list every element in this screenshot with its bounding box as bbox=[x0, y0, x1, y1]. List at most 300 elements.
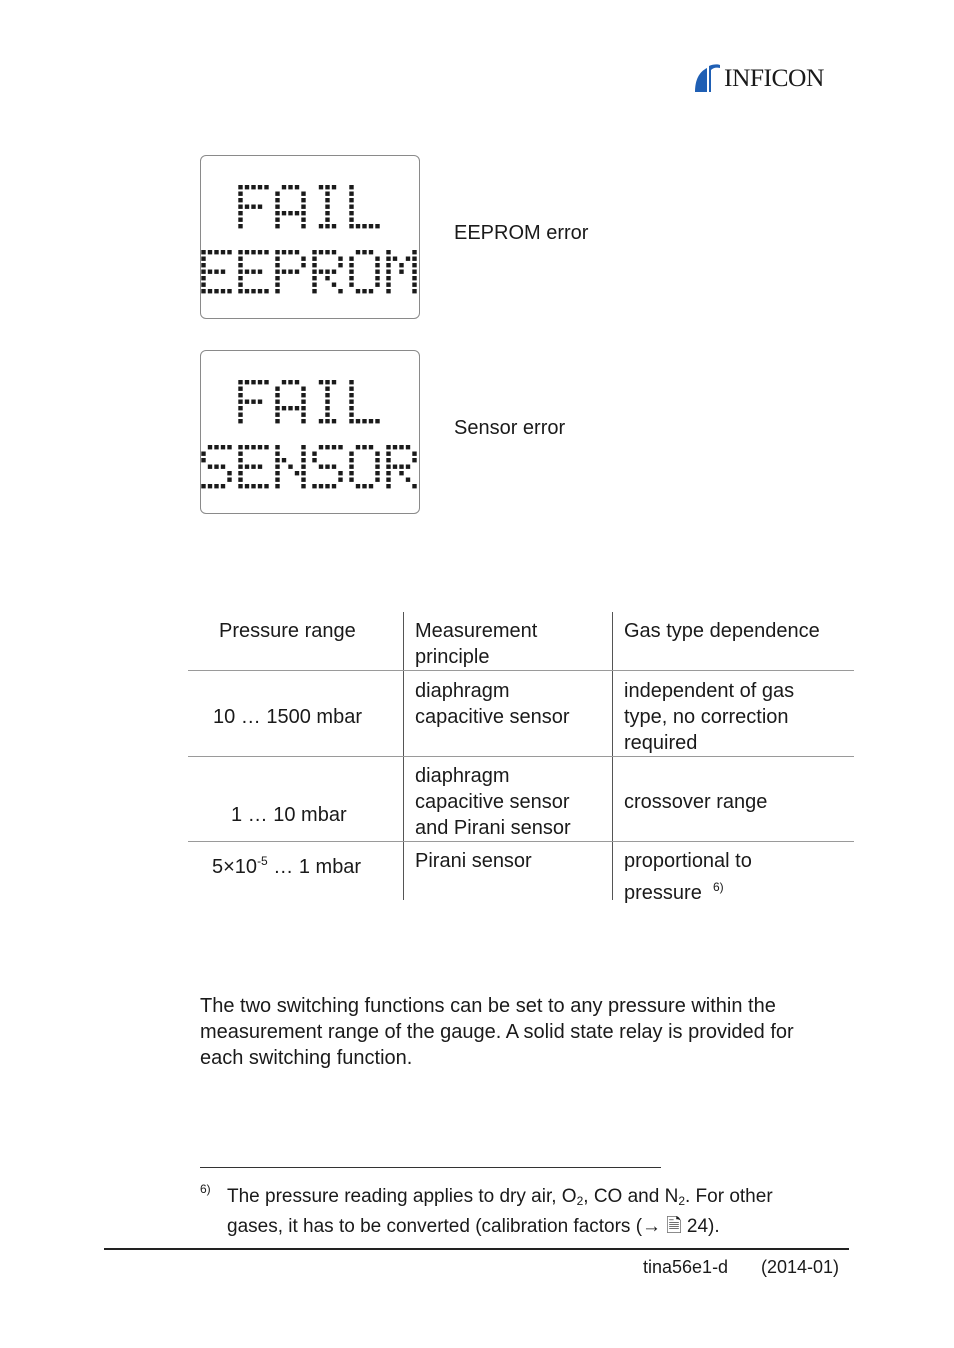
lcd-pixel bbox=[282, 380, 286, 384]
lcd-pixel bbox=[349, 380, 353, 384]
lcd-pixel bbox=[208, 270, 212, 274]
lcd-pixel bbox=[245, 445, 249, 449]
footnote-text: The pressure reading applies to dry air, O2, CO and N2. For other gases, it has to be converted (calibration factors (→ 🗎 24). bbox=[227, 1186, 773, 1237]
lcd-pixel bbox=[362, 289, 366, 293]
lcd-pixel bbox=[332, 185, 336, 189]
lcd-pixel bbox=[356, 224, 360, 228]
lcd-pixel bbox=[301, 198, 305, 202]
row1-principle-2: capacitive sensor bbox=[415, 706, 570, 728]
lcd-pixel bbox=[238, 211, 242, 215]
lcd-pixel bbox=[386, 478, 390, 482]
row3-principle-1: Pirani sensor bbox=[415, 850, 532, 872]
lcd-pixel bbox=[386, 445, 390, 449]
lcd-pixel bbox=[227, 471, 231, 475]
lcd-pixel bbox=[325, 387, 329, 391]
lcd-pixel bbox=[349, 185, 353, 189]
lcd-pixel bbox=[338, 471, 342, 475]
lcd-pixel bbox=[319, 270, 323, 274]
lcd-pixel bbox=[275, 465, 279, 469]
lcd-pixel bbox=[295, 270, 299, 274]
lcd-pixel bbox=[275, 283, 279, 287]
lcd-pixel bbox=[238, 400, 242, 404]
lcd-pixel bbox=[214, 250, 218, 254]
lcd-pixel bbox=[221, 250, 225, 254]
lcd-pixel bbox=[375, 452, 379, 456]
lcd-display-sensor bbox=[200, 350, 420, 514]
lcd-pixel bbox=[386, 263, 390, 267]
lcd-pixel bbox=[227, 289, 231, 293]
lcd-pixel bbox=[275, 471, 279, 475]
row1-principle-1: diaphragm bbox=[415, 680, 510, 702]
lcd-pixel bbox=[238, 198, 242, 202]
lcd-pixel bbox=[238, 465, 242, 469]
lcd-pixel bbox=[386, 257, 390, 261]
lcd-pixel bbox=[275, 276, 279, 280]
lcd-pixel bbox=[319, 224, 323, 228]
lcd-pixel bbox=[325, 205, 329, 209]
lcd-dot-matrix bbox=[201, 156, 419, 318]
lcd-pixel bbox=[301, 387, 305, 391]
lcd-pixel bbox=[312, 276, 316, 280]
lcd-pixel bbox=[399, 270, 403, 274]
lcd-pixel bbox=[214, 445, 218, 449]
lcd-pixel bbox=[375, 283, 379, 287]
lcd-pixel bbox=[386, 452, 390, 456]
lcd-pixel bbox=[238, 250, 242, 254]
lcd-pixel bbox=[208, 250, 212, 254]
lcd-pixel bbox=[349, 192, 353, 196]
lcd-pixel bbox=[201, 263, 205, 267]
footnote-ref: 6) bbox=[712, 880, 724, 894]
lcd-pixel bbox=[227, 478, 231, 482]
header-principle: principle bbox=[415, 646, 490, 668]
lcd-pixel bbox=[325, 192, 329, 196]
lcd-pixel bbox=[301, 406, 305, 410]
row2-range: 1 … 10 mbar bbox=[231, 804, 347, 826]
lcd-pixel bbox=[251, 250, 255, 254]
lcd-pixel bbox=[238, 471, 242, 475]
lcd-pixel bbox=[282, 211, 286, 215]
lcd-pixel bbox=[301, 413, 305, 417]
lcd-pixel bbox=[288, 211, 292, 215]
lcd-pixel bbox=[221, 465, 225, 469]
lcd-pixel bbox=[238, 192, 242, 196]
lcd-pixel bbox=[258, 250, 262, 254]
lcd-pixel bbox=[208, 445, 212, 449]
lcd-pixel bbox=[325, 445, 329, 449]
inficon-logo-text: INFICON bbox=[724, 65, 824, 92]
lcd-pixel bbox=[275, 458, 279, 462]
header-gas-type: Gas type dependence bbox=[624, 620, 820, 642]
lcd-pixel bbox=[301, 471, 305, 475]
lcd-pixel bbox=[201, 270, 205, 274]
row3-range: $5\times 10^{-5}$ … 1 mbar bbox=[212, 854, 362, 878]
lcd-pixel bbox=[369, 419, 373, 423]
lcd-pixel bbox=[295, 380, 299, 384]
lcd-pixel bbox=[375, 478, 379, 482]
lcd-pixel bbox=[214, 465, 218, 469]
row2-principle-3: and Pirani sensor bbox=[415, 817, 571, 839]
eeprom-error-label: EEPROM error bbox=[454, 222, 589, 244]
lcd-pixel bbox=[201, 283, 205, 287]
lcd-pixel bbox=[375, 458, 379, 462]
lcd-pixel bbox=[251, 400, 255, 404]
lcd-pixel bbox=[301, 205, 305, 209]
lcd-pixel bbox=[386, 465, 390, 469]
lcd-pixel bbox=[312, 458, 316, 462]
footer-divider bbox=[104, 1248, 849, 1250]
lcd-pixel bbox=[275, 218, 279, 222]
lcd-pixel bbox=[332, 283, 336, 287]
footnote-mark: 6) bbox=[200, 1182, 211, 1196]
lcd-pixel bbox=[275, 484, 279, 488]
lcd-pixel bbox=[282, 406, 286, 410]
lcd-pixel bbox=[264, 484, 268, 488]
lcd-pixel bbox=[375, 276, 379, 280]
lcd-pixel bbox=[325, 211, 329, 215]
row1-gas-3: required bbox=[624, 732, 698, 754]
lcd-pixel bbox=[312, 250, 316, 254]
lcd-pixel bbox=[275, 198, 279, 202]
lcd-pixel bbox=[201, 257, 205, 261]
lcd-pixel bbox=[264, 380, 268, 384]
lcd-pixel bbox=[221, 445, 225, 449]
arrow-icon: → bbox=[642, 1216, 662, 1237]
lcd-pixel bbox=[319, 250, 323, 254]
lcd-pixel bbox=[412, 289, 416, 293]
lcd-pixel bbox=[245, 465, 249, 469]
lcd-pixel bbox=[251, 185, 255, 189]
lcd-pixel bbox=[325, 413, 329, 417]
lcd-pixel bbox=[349, 270, 353, 274]
lcd-pixel bbox=[325, 419, 329, 423]
lcd-pixel bbox=[369, 224, 373, 228]
lcd-pixel bbox=[406, 478, 410, 482]
lcd-pixel bbox=[369, 289, 373, 293]
lcd-pixel bbox=[258, 270, 262, 274]
lcd-pixel bbox=[362, 484, 366, 488]
lcd-pixel bbox=[369, 484, 373, 488]
row3-gas-1: proportional to bbox=[624, 850, 752, 872]
lcd-pixel bbox=[349, 205, 353, 209]
lcd-pixel bbox=[375, 465, 379, 469]
inficon-logo-mark-icon bbox=[693, 62, 721, 96]
row-divider bbox=[188, 756, 854, 757]
lcd-pixel bbox=[325, 400, 329, 404]
lcd-pixel bbox=[245, 400, 249, 404]
lcd-pixel bbox=[349, 478, 353, 482]
row1-range: 10 … 1500 mbar bbox=[213, 706, 362, 728]
lcd-pixel bbox=[301, 478, 305, 482]
lcd-pixel bbox=[238, 458, 242, 462]
lcd-pixel bbox=[214, 289, 218, 293]
lcd-pixel bbox=[399, 445, 403, 449]
lcd-pixel bbox=[312, 270, 316, 274]
lcd-pixel bbox=[312, 484, 316, 488]
lcd-pixel bbox=[332, 224, 336, 228]
footer-doc-id: tina56e1-d bbox=[643, 1257, 729, 1277]
lcd-pixel bbox=[386, 270, 390, 274]
lcd-pixel bbox=[275, 452, 279, 456]
lcd-pixel bbox=[349, 263, 353, 267]
lcd-pixel bbox=[238, 387, 242, 391]
lcd-pixel bbox=[349, 224, 353, 228]
switching-functions-paragraph: The two switching functions can be set to any pressure within the measurement range of the gauge. A solid state relay is provided for each switching function. bbox=[200, 995, 794, 1069]
lcd-pixel bbox=[258, 484, 262, 488]
lcd-pixel bbox=[288, 250, 292, 254]
lcd-pixel bbox=[325, 185, 329, 189]
lcd-pixel bbox=[301, 393, 305, 397]
lcd-pixel bbox=[319, 465, 323, 469]
lcd-pixel bbox=[288, 406, 292, 410]
lcd-pixel bbox=[238, 406, 242, 410]
lcd-pixel bbox=[393, 465, 397, 469]
lcd-pixel bbox=[201, 484, 205, 488]
lcd-pixel bbox=[399, 465, 403, 469]
lcd-pixel bbox=[301, 192, 305, 196]
lcd-pixel bbox=[301, 458, 305, 462]
lcd-pixel bbox=[332, 445, 336, 449]
lcd-pixel bbox=[238, 452, 242, 456]
lcd-pixel bbox=[258, 205, 262, 209]
lcd-pixel bbox=[325, 393, 329, 397]
inficon-logo bbox=[693, 62, 822, 96]
footnote-divider bbox=[200, 1167, 661, 1168]
lcd-pixel bbox=[356, 484, 360, 488]
lcd-pixel bbox=[338, 257, 342, 261]
lcd-pixel bbox=[325, 218, 329, 222]
lcd-pixel bbox=[312, 263, 316, 267]
lcd-pixel bbox=[338, 478, 342, 482]
lcd-pixel bbox=[375, 224, 379, 228]
row1-gas-2: type, no correction bbox=[624, 706, 789, 728]
row-divider bbox=[188, 841, 854, 842]
lcd-pixel bbox=[208, 465, 212, 469]
lcd-pixel bbox=[349, 198, 353, 202]
lcd-pixel bbox=[325, 465, 329, 469]
lcd-pixel bbox=[312, 452, 316, 456]
lcd-pixel bbox=[386, 289, 390, 293]
lcd-pixel bbox=[325, 270, 329, 274]
lcd-pixel bbox=[275, 400, 279, 404]
lcd-pixel bbox=[332, 380, 336, 384]
lcd-pixel bbox=[258, 185, 262, 189]
lcd-pixel bbox=[251, 289, 255, 293]
row2-principle-1: diaphragm bbox=[415, 765, 510, 787]
lcd-pixel bbox=[325, 380, 329, 384]
lcd-pixel bbox=[245, 484, 249, 488]
row3-gas-2: pressure $^{6)}$ bbox=[624, 880, 724, 904]
lcd-pixel bbox=[362, 250, 366, 254]
lcd-pixel bbox=[282, 185, 286, 189]
lcd-pixel bbox=[288, 185, 292, 189]
lcd-pixel bbox=[406, 445, 410, 449]
lcd-pixel bbox=[338, 445, 342, 449]
lcd-pixel bbox=[275, 270, 279, 274]
lcd-pixel bbox=[264, 289, 268, 293]
lcd-pixel bbox=[221, 484, 225, 488]
lcd-pixel bbox=[221, 270, 225, 274]
lcd-pixel bbox=[275, 289, 279, 293]
lcd-pixel bbox=[393, 257, 397, 261]
lcd-pixel bbox=[412, 484, 416, 488]
lcd-pixel bbox=[238, 224, 242, 228]
page-icon: 🗎 bbox=[666, 1216, 682, 1237]
lcd-pixel bbox=[349, 452, 353, 456]
lcd-pixel bbox=[238, 413, 242, 417]
lcd-pixel bbox=[338, 263, 342, 267]
lcd-pixel bbox=[282, 270, 286, 274]
lcd-display-eeprom bbox=[200, 155, 420, 319]
lcd-pixel bbox=[258, 465, 262, 469]
lcd-pixel bbox=[393, 445, 397, 449]
lcd-pixel bbox=[356, 289, 360, 293]
lcd-pixel bbox=[375, 257, 379, 261]
lcd-pixel bbox=[264, 185, 268, 189]
lcd-pixel bbox=[275, 211, 279, 215]
lcd-pixel bbox=[301, 224, 305, 228]
lcd-pixel bbox=[386, 276, 390, 280]
lcd-pixel bbox=[245, 380, 249, 384]
lcd-pixel bbox=[238, 270, 242, 274]
lcd-pixel bbox=[238, 484, 242, 488]
lcd-pixel bbox=[238, 205, 242, 209]
lcd-pixel bbox=[275, 192, 279, 196]
lcd-pixel bbox=[295, 185, 299, 189]
lcd-pixel bbox=[412, 458, 416, 462]
lcd-pixel bbox=[412, 283, 416, 287]
lcd-pixel bbox=[362, 445, 366, 449]
lcd-pixel bbox=[275, 393, 279, 397]
lcd-pixel bbox=[238, 263, 242, 267]
lcd-pixel bbox=[362, 224, 366, 228]
lcd-pixel bbox=[201, 289, 205, 293]
lcd-pixel bbox=[412, 270, 416, 274]
lcd-pixel bbox=[301, 257, 305, 261]
lcd-pixel bbox=[295, 211, 299, 215]
lcd-pixel bbox=[301, 445, 305, 449]
lcd-pixel bbox=[375, 263, 379, 267]
lcd-pixel bbox=[238, 393, 242, 397]
lcd-pixel bbox=[349, 218, 353, 222]
lcd-pixel bbox=[399, 263, 403, 267]
lcd-pixel bbox=[412, 276, 416, 280]
lcd-pixel bbox=[288, 380, 292, 384]
lcd-pixel bbox=[227, 250, 231, 254]
lcd-pixel bbox=[349, 413, 353, 417]
lcd-pixel bbox=[275, 257, 279, 261]
lcd-pixel bbox=[386, 250, 390, 254]
lcd-pixel bbox=[338, 289, 342, 293]
lcd-pixel bbox=[301, 452, 305, 456]
lcd-pixel bbox=[386, 471, 390, 475]
lcd-pixel bbox=[406, 257, 410, 261]
lcd-pixel bbox=[319, 445, 323, 449]
lcd-pixel bbox=[312, 257, 316, 261]
sensor-error-label: Sensor error bbox=[454, 417, 566, 439]
lcd-pixel bbox=[251, 465, 255, 469]
lcd-pixel bbox=[238, 185, 242, 189]
lcd-pixel bbox=[275, 419, 279, 423]
lcd-pixel bbox=[349, 458, 353, 462]
lcd-pixel bbox=[275, 224, 279, 228]
lcd-pixel bbox=[412, 263, 416, 267]
lcd-pixel bbox=[412, 250, 416, 254]
lcd-pixel bbox=[349, 283, 353, 287]
lcd-pixel bbox=[238, 218, 242, 222]
lcd-pixel bbox=[201, 452, 205, 456]
lcd-pixel bbox=[238, 419, 242, 423]
lcd-pixel bbox=[201, 458, 205, 462]
lcd-pixel bbox=[208, 289, 212, 293]
lcd-pixel bbox=[349, 257, 353, 261]
lcd-pixel bbox=[208, 484, 212, 488]
lcd-pixel bbox=[275, 406, 279, 410]
lcd-pixel bbox=[349, 387, 353, 391]
lcd-pixel bbox=[412, 452, 416, 456]
lcd-pixel bbox=[251, 270, 255, 274]
lcd-pixel bbox=[332, 419, 336, 423]
lcd-pixel bbox=[375, 419, 379, 423]
lcd-pixel bbox=[258, 445, 262, 449]
lcd-pixel bbox=[362, 419, 366, 423]
lcd-pixel bbox=[238, 283, 242, 287]
lcd-pixel bbox=[332, 465, 336, 469]
lcd-pixel bbox=[356, 250, 360, 254]
lcd-pixel bbox=[238, 257, 242, 261]
lcd-pixel bbox=[251, 445, 255, 449]
lcd-pixel bbox=[245, 250, 249, 254]
header-pressure-range: Pressure range bbox=[219, 620, 356, 642]
lcd-pixel bbox=[301, 218, 305, 222]
lcd-pixel bbox=[251, 205, 255, 209]
lcd-pixel bbox=[295, 406, 299, 410]
lcd-pixel bbox=[386, 458, 390, 462]
lcd-pixel bbox=[201, 250, 205, 254]
lcd-pixel bbox=[295, 250, 299, 254]
lcd-pixel bbox=[301, 263, 305, 267]
lcd-pixel bbox=[386, 484, 390, 488]
lcd-pixel bbox=[312, 283, 316, 287]
lcd-pixel bbox=[238, 289, 242, 293]
lcd-pixel bbox=[275, 387, 279, 391]
lcd-pixel bbox=[227, 445, 231, 449]
lcd-pixel bbox=[369, 445, 373, 449]
lcd-pixel bbox=[245, 185, 249, 189]
lcd-pixel bbox=[332, 270, 336, 274]
lcd-pixel bbox=[251, 380, 255, 384]
lcd-pixel bbox=[325, 198, 329, 202]
lcd-pixel bbox=[288, 270, 292, 274]
lcd-pixel bbox=[319, 419, 323, 423]
lcd-pixel bbox=[258, 380, 262, 384]
lcd-pixel bbox=[301, 211, 305, 215]
lcd-pixel bbox=[325, 250, 329, 254]
lcd-pixel bbox=[349, 406, 353, 410]
lcd-pixel bbox=[349, 393, 353, 397]
lcd-pixel bbox=[245, 205, 249, 209]
lcd-dot-matrix bbox=[201, 351, 419, 513]
lcd-pixel bbox=[238, 445, 242, 449]
lcd-pixel bbox=[282, 250, 286, 254]
lcd-pixel bbox=[238, 478, 242, 482]
lcd-pixel bbox=[301, 419, 305, 423]
lcd-pixel bbox=[301, 400, 305, 404]
lcd-pixel bbox=[282, 458, 286, 462]
lcd-pixel bbox=[356, 419, 360, 423]
lcd-pixel bbox=[301, 484, 305, 488]
row1-gas-1: independent of gas bbox=[624, 680, 795, 702]
